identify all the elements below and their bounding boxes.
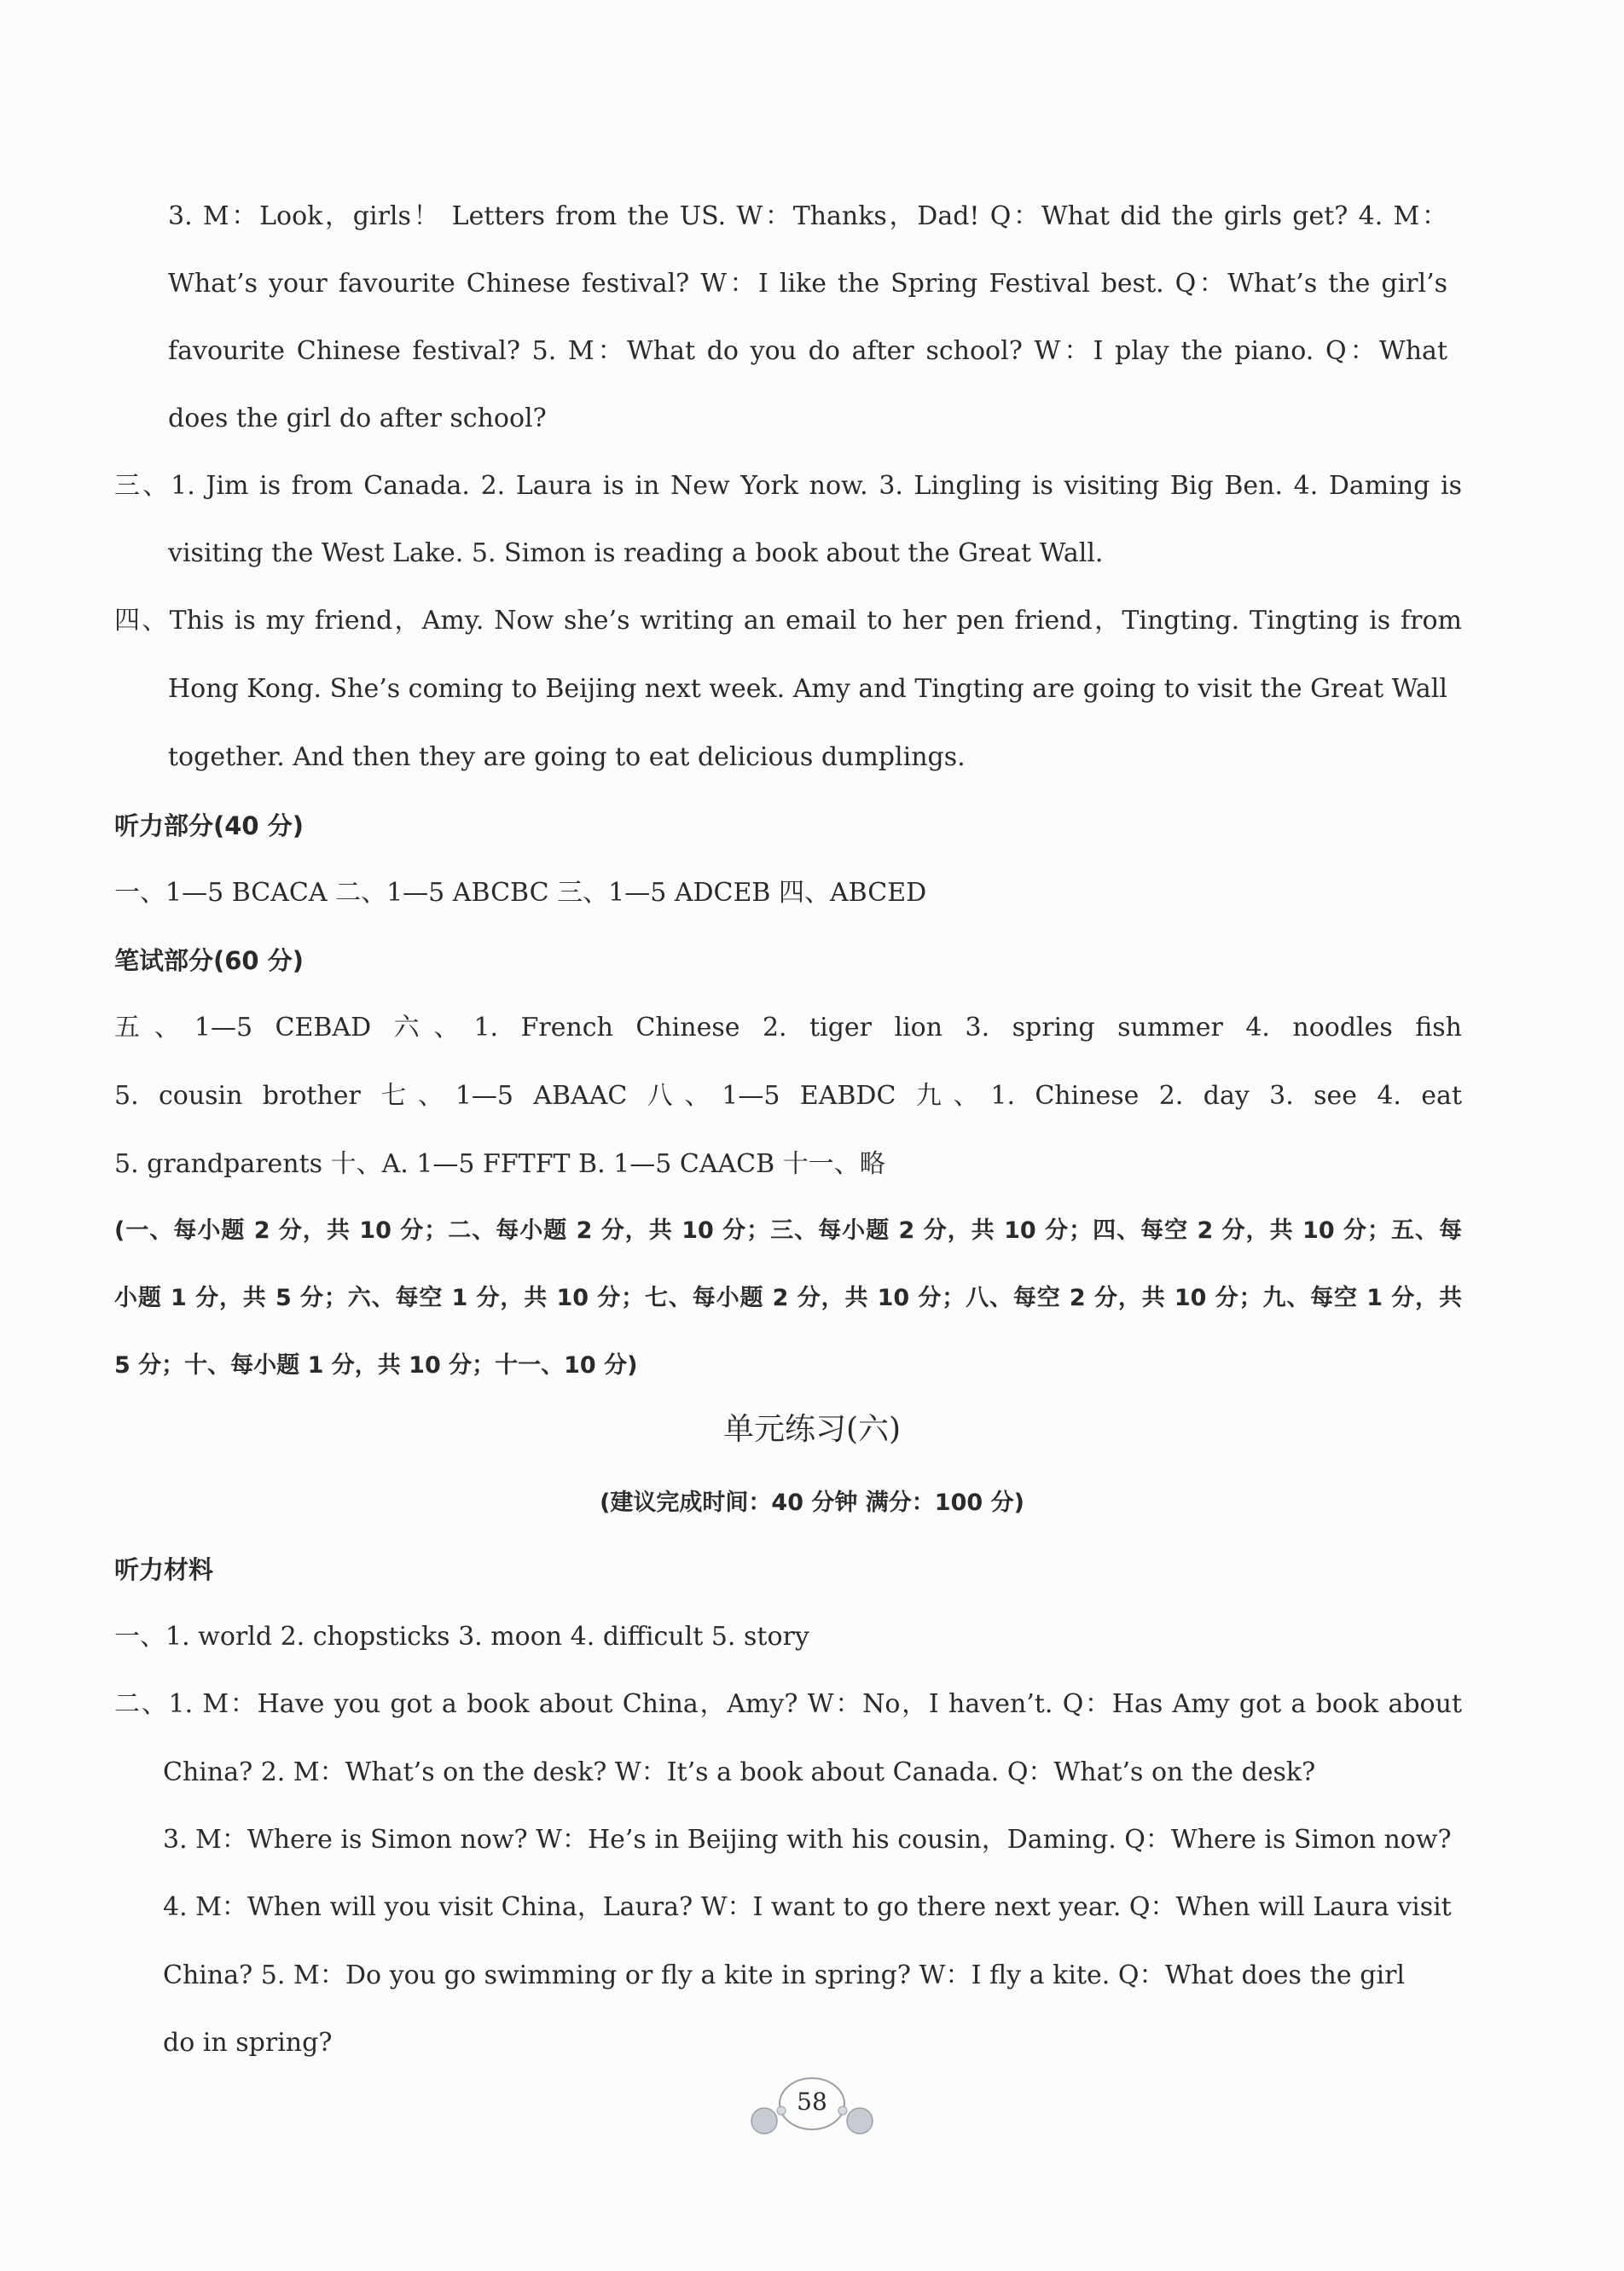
scoring-note: 小题 1 分，共 5 分；六、每空 1 分，共 10 分；七、每小题 2 分，共 10 分；八、每空 2 分，共 10 分；九、每空 1 分，共: [114, 1285, 1462, 1311]
page-number: 58: [797, 2088, 827, 2116]
text-line: do in spring?: [163, 2028, 333, 2058]
text-line: together. And then they are going to eat delicious dumplings.: [168, 742, 966, 772]
section-heading-materials: 听力材料: [114, 1555, 214, 1584]
unit-subtitle: (建议完成时间：40 分钟 满分：100 分): [600, 1490, 1024, 1516]
text-line: does the girl do after school?: [168, 404, 547, 433]
answer-line: 5. grandparents 十、A. 1—5 FFTFT B. 1—5 CAACB 十一、略: [114, 1149, 885, 1179]
section-heading-written: 笔试部分(60 分): [114, 946, 304, 975]
unit-title: 单元练习(六): [722, 1412, 902, 1447]
answer-line: 一、1—5 BCACA 二、1—5 ABCBC 三、1—5 ADCEB 四、ABCED: [114, 878, 927, 908]
text-line: 3. M：Where is Simon now? W：He’s in Beijing with his cousin，Daming. Q：Where is Simon now?: [163, 1825, 1452, 1855]
text-line: 4. M：When will you visit China，Laura? W：I want to go there next year. Q：When will Laura visit: [163, 1892, 1452, 1922]
text-line: visiting the West Lake. 5. Simon is reading a book about the Great Wall.: [168, 538, 1104, 568]
text-line: China? 2. M：What’s on the desk? W：It’s a book about Canada. Q：What’s on the desk?: [163, 1757, 1316, 1787]
scoring-note: (一、每小题 2 分，共 10 分；二、每小题 2 分，共 10 分；三、每小题 2 分，共 10 分；四、每空 2 分，共 10 分；五、每: [114, 1217, 1462, 1244]
text-line: 二、1. M：Have you got a book about China，Amy? W：No，I haven’t. Q：Has Amy got a book about: [114, 1689, 1462, 1719]
text-line: 3. M：Look，girls！ Letters from the US. W：Thanks，Dad! Q：What did the girls get? 4. M：: [168, 201, 1447, 231]
text-line: 一、1. world 2. chopsticks 3. moon 4. difficult 5. story: [114, 1622, 809, 1652]
text-line: Hong Kong. She’s coming to Beijing next week. Amy and Tingting are going to visit the Great Wall: [168, 674, 1447, 704]
text-line: 四、This is my friend，Amy. Now she’s writing an email to her pen friend，Tingting. Tingting is from: [114, 606, 1462, 636]
text-line: 三、1. Jim is from Canada. 2. Laura is in New York now. 3. Lingling is visiting Big Ben. 4. Daming is: [114, 471, 1462, 501]
answer-line: 五、1—5 CEBAD 六、1. French Chinese 2. tiger lion 3. spring summer 4. noodles fish: [114, 1013, 1462, 1043]
scoring-note: 5 分；十、每小题 1 分，共 10 分；十一、10 分): [114, 1352, 638, 1379]
section-heading-listening: 听力部分(40 分): [114, 811, 304, 840]
page-number-badge: [727, 2073, 897, 2141]
text-line: favourite Chinese festival? 5. M：What do you do after school? W：I play the piano. Q：What: [168, 336, 1447, 366]
answer-line: 5. cousin brother 七、1—5 ABAAC 八、1—5 EABDC 九、1. Chinese 2. day 3. see 4. eat: [114, 1081, 1462, 1111]
text-line: What’s your favourite Chinese festival? W：I like the Spring Festival best. Q：What’s the girl’s: [168, 269, 1447, 299]
text-line: China? 5. M：Do you go swimming or fly a kite in spring? W：I fly a kite. Q：What does the girl: [163, 1960, 1405, 1990]
